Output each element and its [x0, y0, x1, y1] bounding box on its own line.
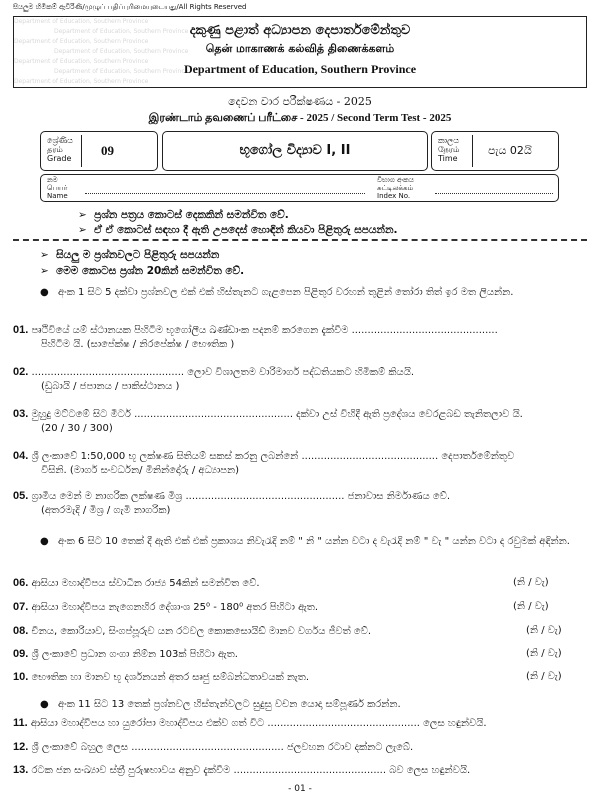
time-value: පැය 02යි — [488, 144, 532, 157]
question-2: 02. ................................................ ලොව විශාලතම වාරිමාර්ග පද්ධතියකට හිමිකම් කියයි. (ඩුබායි / ජපානය / පාකිස්ථානය ) — [13, 366, 415, 392]
question-7: 07. ආසියා මහාද්වීපය නැගෙනහිර දේශාංශ 25⁰ - 180⁰ අතර පිහිටා ඇත. (නි / වැ) — [13, 601, 549, 613]
index-field[interactable] — [435, 193, 553, 194]
question-1: 01. පෘථිවියේ යම් ස්ථානයක පිහිටීම භූගෝලීය ඛණ්ඩාංක පදනම් කරගෙන දැක්වීම .............................................. පිහිටීම යි. (සාපේක්ෂ / නිරපේක්ෂ / භෞතික ) — [13, 324, 498, 350]
watermark: Department of Education, Southern Province Department of Education, Southern Province Department of Education, Southern Province Department of Education, Southern Province Department of Education, Southern Province Department of Education, Southern Province Department of Education, Southern Province — [14, 18, 189, 85]
question-6: 06. ආසියා මහාද්වීපය ස්වාධීන රාජ්‍ය 54කින් සමන්විත වේ. (නි / වැ) — [13, 577, 549, 589]
time-label: කාලය நேரம் Time — [438, 136, 460, 163]
name-label: නම பெயர் Name — [47, 176, 68, 200]
question-9: 09. ශ්‍රී ලංකාවේ ප්‍රධාන ගංගා නිම්න 103ක් පිහිටා ඇත. (නි / වැ) — [13, 648, 562, 660]
question-5: 05. ග්‍රාමීය මෙන් ම නාගරික ලක්ෂණ මිශ්‍ර .................................................. ජනාවාස නිර්මාණය වේ. (අතරමැදි / මිශ්‍ර / ගැමි නාගරික) — [13, 490, 451, 516]
section3-instruction: ● අංක 11 සිට 13 තෙක් ප්‍රශ්නවල හිස්තැන්වලට සුදුසු වචන යොදා සම්පූර්ණ කරන්න. — [40, 699, 401, 710]
tf-choice-8[interactable]: (නි / වැ) — [526, 625, 562, 636]
page-number: - 01 - — [288, 784, 312, 794]
question-13: 13. රටක ජන සංඛ්‍යාව ස්ත්‍රී පුරුෂභාවය අනුව දැක්වීම ................................................ බව ලෙස හඳුන්වයි. — [13, 764, 471, 776]
question-3: 03. මුහුදු මට්ටමේ සිට මීටර් .................................................. දක්වා උස් විහිදී ඇති ප්‍රදේශය වෙරළබඩ තැනිතලාව යි. (20 / 30 / 300) — [13, 408, 523, 434]
department-name-tamil: தென் மாகாணக் கல்வித் திணைக்களம் — [205, 42, 395, 55]
grade-label: ශ්‍රේණිය தரம் Grade — [47, 136, 73, 163]
tf-choice-7[interactable]: (නි / වැ) — [513, 601, 549, 612]
index-label: විභාග අංකය சுட்டிலக்கம் Index No. — [377, 176, 414, 200]
tf-choice-9[interactable]: (නි / වැ) — [526, 648, 562, 659]
copyright-line: සියලුම හිමිකම් ඇවිරිණි/முழுப் பதிப்புரிமையுடையது/All Rights Reserved — [13, 3, 247, 11]
question-4: 04. ශ්‍රී ලංකාවේ 1:50,000 භූ ලක්ෂණ සිතියම් සකස් කරනු ලබන්නේ ........................................... දෙපාර්තමේන්තුව විසිනි. (මාර්ග සංවර්ධන/ මිනින්දෝරු / අධ්‍යාපන) — [13, 450, 515, 476]
department-name-sinhala: දකුණු පළාත් අධ්‍යාපන දෙපාර්තමේන්තුව — [189, 23, 411, 38]
instruction-1: ➢ ප්‍රශ්න පත්‍රය කොටස් දෙකකින් සමන්විත වේ. — [78, 209, 289, 221]
subject-box — [162, 131, 428, 171]
section-divider — [13, 239, 587, 241]
test-title-sinhala: දෙවන වාර පරීක්ෂණය - 2025 — [228, 95, 372, 108]
grade-value: 09 — [101, 143, 114, 158]
question-10: 10. භෞතික හා මානව භූ දර්ශනයන් අතර සෘජු සම්බන්ධතාවයක් නැත. (නි / වැ) — [13, 671, 562, 683]
question-11: 11. ආසියා මහාද්වීපය හා යුරෝපා මහාද්වීපය එක්ව ගත් විට ................................................ ලෙස හඳුන්වයි. — [13, 717, 487, 729]
test-title-tamil-english: இரண்டாம் தவணைப் பரீட்சை - 2025 / Second Term Test - 2025 — [148, 112, 452, 124]
name-field[interactable] — [85, 193, 365, 194]
tf-choice-10[interactable]: (නි / වැ) — [526, 671, 562, 682]
section2-instruction: ● අංක 6 සිට 10 තෙක් දී ඇති එක් එක් ප්‍රකාශය නිවැරැදි නම් " නි " යන්න වටා ද වැරැදි නම් " වැ " යන්න වටා ද රවුමක් අඳින්න. — [40, 536, 570, 547]
department-header — [13, 16, 587, 88]
question-12: 12. ශ්‍රී ලංකාවේ බහුල ලෙස ................................................ ජලවහන රටාව දක්නට ලැබේ. — [13, 741, 414, 753]
section1-instruction: ● අංක 1 සිට 5 දක්වා ප්‍රශ්නවල එක් එක් හිස්තැනට ගැළපෙන පිළිතුර වරහන් තුළින් තෝරා තිත් ඉර මත ලියන්න. — [40, 287, 514, 298]
name-index-box — [40, 174, 559, 202]
time-box — [431, 131, 559, 171]
part1-instruction-2: ➢ මෙම කොටස ප්‍රශ්න 20කින් සමන්විත වේ. — [40, 265, 245, 277]
department-name-english: Department of Education, Southern Province — [183, 62, 417, 76]
instruction-2: ➢ ඒ ඒ කොටස් සඳහා දී ඇති උපදෙස් හොඳින් කියවා පිළිතුරු සපයන්න. — [78, 224, 398, 236]
tf-choice-6[interactable]: (නි / වැ) — [513, 577, 549, 588]
subject-title: භූගෝල විද්‍යාව I, II — [239, 143, 351, 158]
part1-instruction-1: ➢ සියලු ම ප්‍රශ්නවලට පිළිතුරු සපයන්න — [40, 249, 220, 261]
question-8: 08. චීනය, කොරියාව, සිංගප්පූරුව යන රටවල කොකසොයිඩ් මානව වර්ගය ජීවත් වේ. (නි / වැ) — [13, 625, 562, 637]
grade-box — [40, 131, 158, 171]
